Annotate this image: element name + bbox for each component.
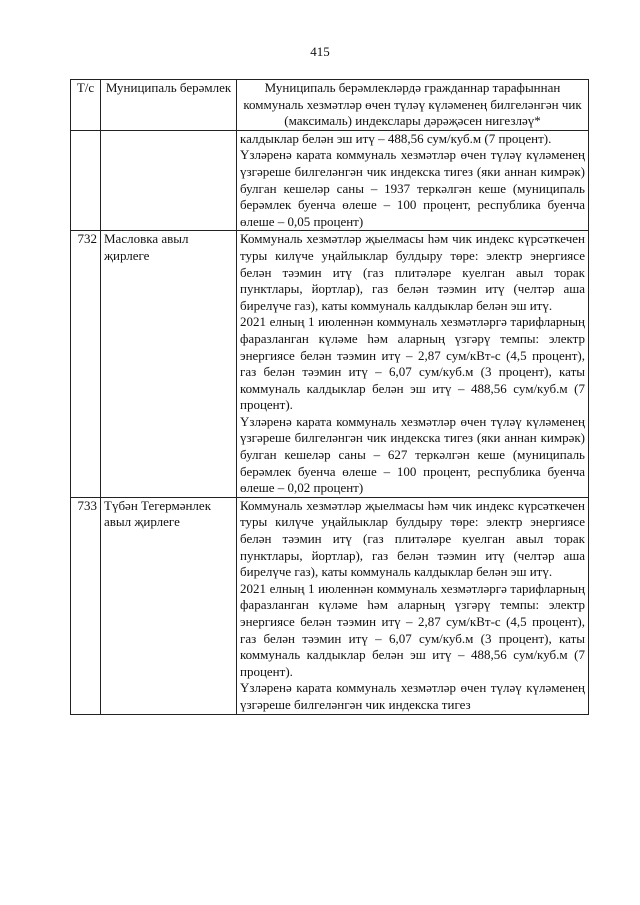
description-paragraph: Үзләренә карата коммуналь хезмәтләр өчен түләү күләменең үзгәреше билгеләнгән чик индекска тигез: [240, 680, 585, 712]
description-paragraph: Коммуналь хезмәтләр җыелмасы һәм чик индекс күрсәткечен туры килүче уңайлыклар булдыру төре: электр энергиясе белән тәэмин итү (газ плитәләре куелган авыл торак пунктлары, йортлар), газ белән тәэмин итү (челтәр аша бирелүче газ), каты коммуналь калдыклар белән эш итү.: [240, 497, 585, 580]
row-municipality: [101, 130, 237, 231]
header-number: Т/с: [71, 80, 101, 131]
table-header-row: [71, 80, 589, 131]
row-description: [237, 130, 589, 231]
table-row: [71, 231, 589, 498]
description-paragraph: Үзләренә карата коммуналь хезмәтләр өчен түләү күләменең үзгәреше билгеләнгән чик индекска тигез (яки аннан кимрәк) булган кешеләр саны – 627 теркәлгән кеше (муниципаль берәмлек буенча өлеше – 100 процент, республика буенча өлеше – 0,02 процент): [240, 413, 585, 496]
row-number: [71, 130, 101, 231]
description-paragraph: калдыклар белән эш итү – 488,56 сум/куб.м (7 процент).: [240, 130, 552, 146]
table-row: [71, 497, 589, 714]
description-paragraph: Коммуналь хезмәтләр җыелмасы һәм чик индекс күрсәткечен туры килүче уңайлыклар булдыру төре: электр энергиясе белән тәэмин итү (газ плитәләре куелган авыл торак пунктлары, йортлар), газ белән тәэмин итү (челтәр аша бирелүче газ), каты коммуналь калдыклар белән эш итү.: [240, 231, 585, 313]
row-number: 732: [71, 231, 101, 498]
row-number: 733: [71, 497, 101, 714]
row-municipality: Түбән Тегермәнлек авыл җирлеге: [101, 497, 237, 714]
table-row: [71, 130, 589, 231]
row-municipality: Масловка авыл җирлеге: [101, 231, 237, 498]
row-description: [237, 497, 589, 714]
header-municipality: Муниципаль берәмлек: [101, 80, 237, 131]
tariff-index-table: [70, 79, 589, 715]
description-paragraph: Үзләренә карата коммуналь хезмәтләр өчен түләү күләменең үзгәреше билгеләнгән чик индекска тигез (яки аннан кимрәк) булган кешеләр саны – 1937 теркәлгән кеше (муниципаль берәмлек буенча өлеше – 100 процент, республика буенча өлеше – 0,05 процент): [240, 147, 585, 229]
description-paragraph: 2021 елның 1 июленнән коммуналь хезмәтләргә тарифларның фаразланган күләме һәм аларның үзгәрү темпы: электр энергиясе белән тәэмин итү – 2,87 сум/кВт-с (4,5 процент), газ белән тәэмин итү – 6,07 сум/куб.м (3 процент), каты коммуналь калдыклар белән эш итү – 488,56 сум/куб.м (7 процент).: [240, 314, 585, 413]
header-description: Муниципаль берәмлекләрдә гражданнар тарафыннан коммуналь хезмәтләр өчен түләү күләменең билгеләнгән чик (максималь) индекслары дәрәҗәсен нигезләү*: [237, 80, 589, 131]
row-description: [237, 231, 589, 498]
description-paragraph: 2021 елның 1 июленнән коммуналь хезмәтләргә тарифларның фаразланган күләме һәм аларның үзгәрү темпы: электр энергиясе белән тәэмин итү – 2,87 сум/кВт-с (4,5 процент), газ белән тәэмин итү – 6,07 сум/куб.м (3 процент), каты коммуналь калдыклар белән эш итү – 488,56 сум/куб.м (7 процент).: [240, 580, 585, 679]
page-number: 415: [310, 44, 330, 59]
